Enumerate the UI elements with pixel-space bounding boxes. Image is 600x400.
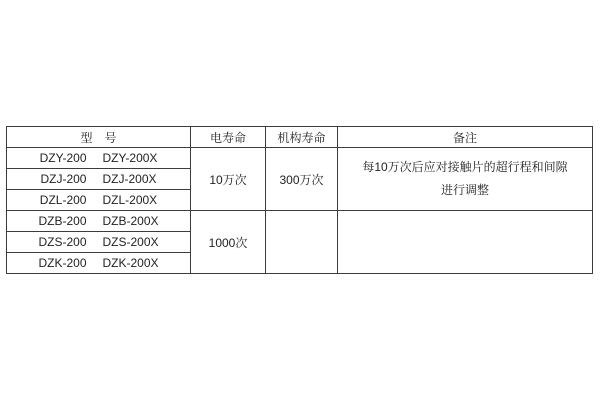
model-cell — [7, 190, 191, 211]
model-cell — [7, 148, 191, 169]
model-name-right: DZS-200X — [102, 235, 159, 249]
model-name-right: DZY-200X — [102, 151, 158, 165]
col-header-model: 型 号 — [7, 127, 191, 148]
relay-lifetime-spec-table — [6, 126, 593, 274]
col-header-mechanical-life: 机构寿命 — [266, 127, 338, 148]
mechanical-life-cell: 300万次 — [266, 148, 338, 211]
model-cell — [7, 211, 191, 232]
model-name-right: DZK-200X — [102, 256, 159, 270]
mechanical-life-cell — [266, 211, 338, 274]
col-header-remark: 备注 — [338, 127, 593, 148]
model-name-left: DZK-200 — [38, 256, 87, 270]
model-name-left: DZY-200 — [39, 151, 87, 165]
model-name-left: DZS-200 — [38, 235, 87, 249]
model-name-left: DZB-200 — [38, 214, 87, 228]
electrical-life-cell: 10万次 — [191, 148, 266, 211]
model-cell — [7, 253, 191, 274]
model-name-right: DZJ-200X — [102, 172, 157, 186]
table-row — [7, 211, 593, 232]
model-name-right: DZB-200X — [102, 214, 159, 228]
model-cell — [7, 232, 191, 253]
model-cell — [7, 169, 191, 190]
header-row — [7, 127, 593, 148]
model-name-right: DZL-200X — [102, 193, 158, 207]
remark-line-1: 每10万次后应对接触片的超行程和间隙 — [362, 160, 568, 174]
model-name-left: DZL-200 — [39, 193, 87, 207]
table-row — [7, 148, 593, 169]
model-name-left: DZJ-200 — [40, 172, 87, 186]
electrical-life-cell: 1000次 — [191, 211, 266, 274]
remark-cell — [338, 148, 593, 211]
col-header-electrical-life: 电寿命 — [191, 127, 266, 148]
remark-cell — [338, 211, 593, 274]
remark-line-2: 进行调整 — [440, 183, 489, 197]
